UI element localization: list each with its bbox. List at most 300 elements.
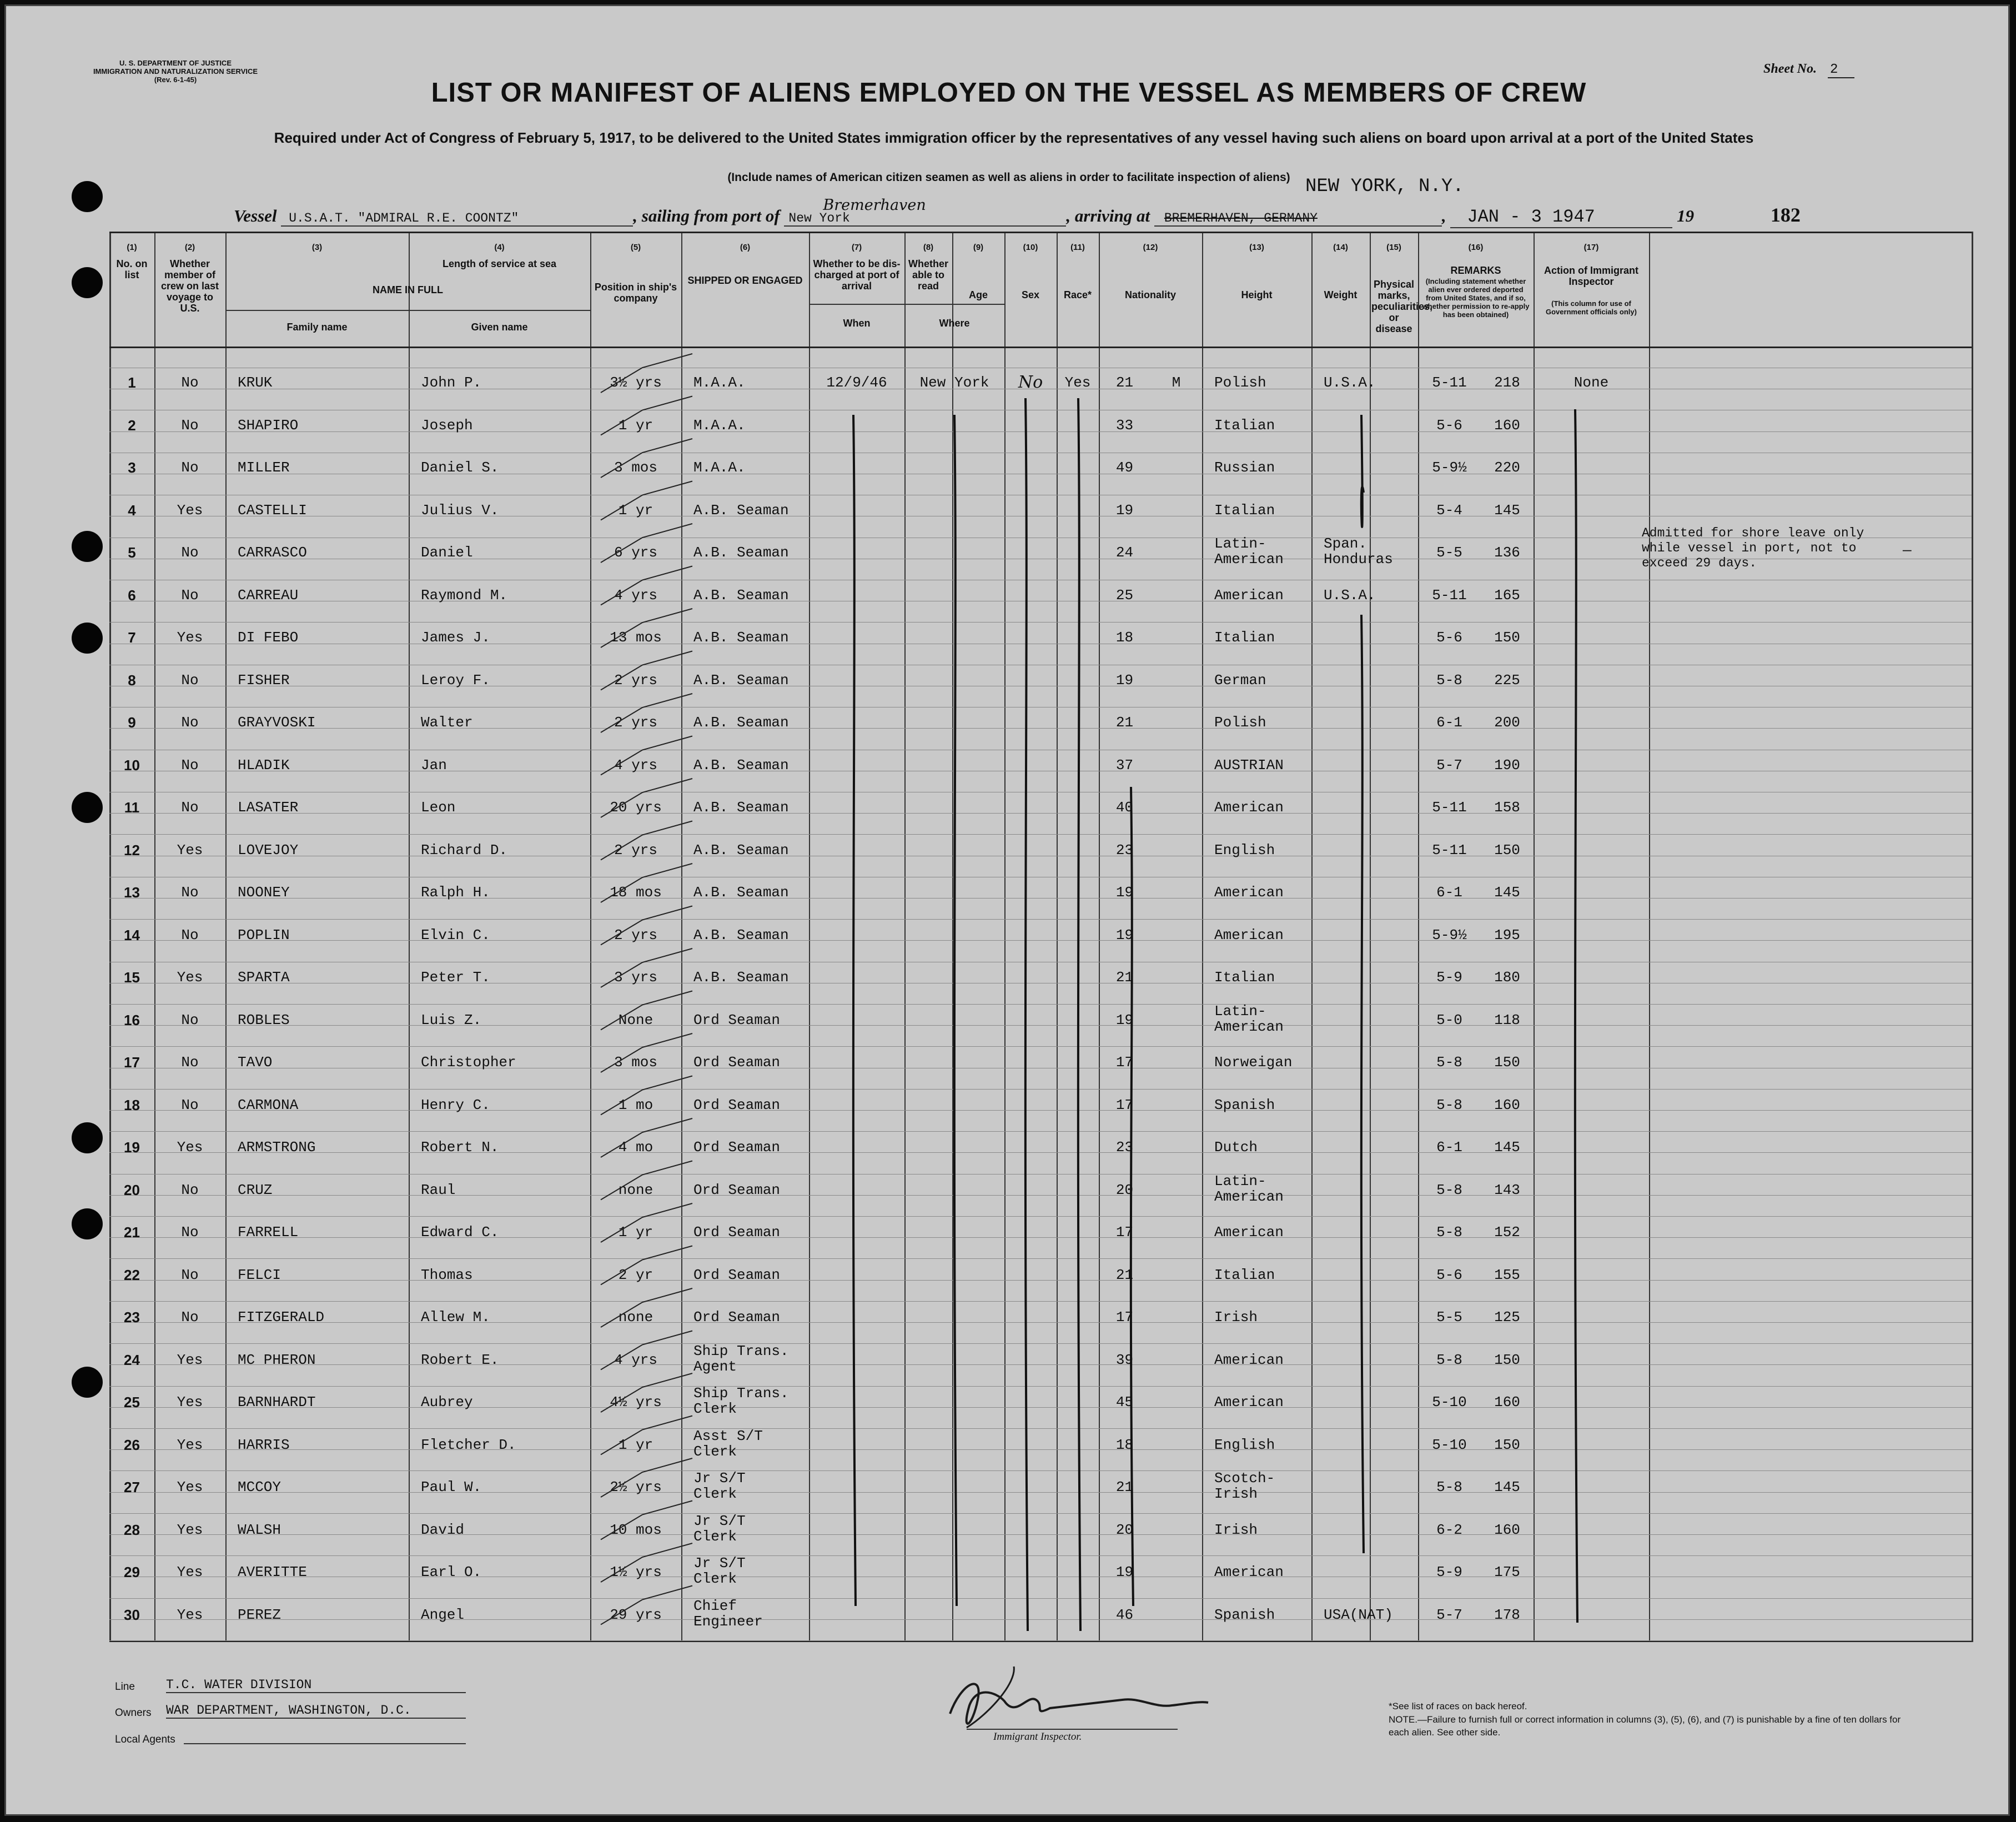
cell-age: 19 [1115, 671, 1134, 689]
cell-family: AVERITTE [238, 1564, 307, 1580]
cell-position: Jr S/T Clerk [693, 1470, 746, 1502]
cell-age: 19 [1115, 1011, 1134, 1028]
punch-hole [72, 623, 103, 654]
cell-no: 14 [124, 926, 140, 943]
column-number: (8) [923, 243, 934, 252]
cell-height: 5-4 [1436, 501, 1462, 519]
cell-race: English [1214, 841, 1275, 859]
cell-service: 1 yr [618, 501, 653, 519]
cell-race: Irish [1214, 1521, 1258, 1538]
arriving-label: , arriving at [1066, 206, 1150, 225]
cell-prev: Yes [177, 629, 203, 646]
cell-service: 2 yrs [614, 926, 657, 943]
cell-given: Allew M. [421, 1309, 490, 1326]
cell-race: Scotch- Irish [1214, 1470, 1275, 1502]
column-number: (1) [127, 243, 137, 252]
cell-prev: Yes [177, 501, 203, 519]
column-subheader: When [843, 318, 871, 329]
cell-service: 1 yr [618, 1436, 653, 1453]
column-number: (10) [1023, 243, 1038, 252]
arrival-date: JAN - 3 1947 [1450, 207, 1672, 228]
cell-family: POPLIN [238, 926, 290, 943]
cell-height: 5-5 [1436, 1309, 1462, 1326]
cell-age: 21 [1115, 1479, 1134, 1495]
cell-height: 5-9½ [1432, 926, 1467, 943]
cell-given: Aubrey [421, 1394, 473, 1411]
cell-service: 4 yrs [614, 1351, 657, 1368]
cell-family: CARRASCO [238, 544, 307, 561]
cell-race: Italian [1214, 629, 1275, 646]
cell-weight: 150 [1494, 629, 1520, 646]
cell-race: AUSTRIAN [1214, 756, 1284, 774]
cell-weight: 150 [1494, 1351, 1520, 1368]
cell-given: Elvin C. [421, 926, 490, 943]
cell-race: Italian [1214, 416, 1275, 434]
cell-discharged: No [1018, 373, 1043, 392]
cell-prev: No [181, 1054, 199, 1071]
cell-position: Ord Seaman [693, 1181, 781, 1198]
punch-hole [72, 1208, 103, 1239]
cell-family: ROBLES [238, 1011, 290, 1028]
cell-when: 12/9/46 [826, 374, 887, 391]
cell-no: 18 [124, 1096, 140, 1113]
local-agents-label: Local Agents [115, 1734, 175, 1745]
cell-weight: 145 [1494, 884, 1520, 901]
cell-age: 17 [1115, 1096, 1134, 1113]
cell-no: 12 [124, 841, 140, 859]
cell-no: 30 [124, 1606, 140, 1623]
cell-service: 4 mo [618, 1139, 653, 1156]
ditto-marks [109, 232, 1972, 1642]
cell-family: BARNHARDT [238, 1394, 316, 1411]
cell-prev: No [181, 884, 199, 901]
cell-service: none [618, 1181, 653, 1198]
page-number: 182 [1770, 204, 1801, 226]
cell-weight: 160 [1494, 1096, 1520, 1113]
cell-age: 19 [1115, 926, 1134, 943]
cell-height: 5-8 [1436, 671, 1462, 689]
cell-family: PEREZ [238, 1606, 281, 1623]
cell-service: 2½ yrs [610, 1479, 662, 1495]
cell-prev: No [181, 374, 199, 391]
cell-family: MILLER [238, 459, 290, 476]
line-label: Line [115, 1681, 135, 1693]
cell-weight: 200 [1494, 714, 1520, 731]
cell-age: 24 [1115, 544, 1134, 561]
cell-prev: No [181, 671, 199, 689]
column-number: (14) [1333, 243, 1348, 252]
sheet-number-label: Sheet No. [1763, 62, 1817, 76]
cell-position: A.B. Seaman [693, 714, 789, 731]
cell-no: 17 [124, 1054, 140, 1071]
cell-given: Edward C. [421, 1224, 499, 1241]
cell-marks: None [1573, 374, 1609, 391]
include-note: (Include names of American citizen seamen as well as aliens in order to facilitate inspection of aliens) [727, 171, 1290, 184]
crew-table [109, 232, 1972, 1642]
cell-no: 29 [124, 1564, 140, 1580]
cell-family: FELCI [238, 1266, 281, 1283]
column-subnote: (Including statement whether alien ever ordered deported from United States, and if so, whether permission to re-apply has been obtained) [1422, 277, 1530, 319]
page-title: LIST OR MANIFEST OF ALIENS EMPLOYED ON THE VESSEL AS MEMBERS OF CREW [431, 78, 1587, 108]
cell-age: 19 [1115, 501, 1134, 519]
punch-hole [72, 1122, 103, 1153]
column-subnote: (This column for use of Government officials only) [1546, 299, 1637, 316]
cell-prev: No [181, 1011, 199, 1028]
cell-weight: 152 [1494, 1224, 1520, 1241]
cell-age: 21 [1115, 374, 1134, 391]
column-header: Length of service at sea [442, 258, 557, 269]
cell-no: 4 [128, 501, 136, 519]
sailing-port [784, 197, 1066, 227]
cell-no: 8 [128, 671, 136, 689]
column-header: Physical marks, peculiarities, or disease [1371, 279, 1433, 334]
cell-nationality: Span. Honduras [1324, 535, 1393, 568]
cell-height: 5-9 [1436, 1564, 1462, 1580]
cell-race: Spanish [1214, 1606, 1275, 1623]
cell-prev: Yes [177, 1436, 203, 1453]
cell-given: Angel [421, 1606, 465, 1623]
department-line: (Rev. 6-1-45) [154, 76, 197, 84]
column-header: REMARKS [1450, 265, 1501, 276]
cell-read: Yes [1064, 374, 1091, 391]
cell-no: 19 [124, 1139, 140, 1156]
cell-prev: Yes [177, 1479, 203, 1495]
column-header: Position in ship's company [594, 282, 677, 304]
cell-age: 37 [1115, 756, 1134, 774]
cell-weight: 150 [1494, 841, 1520, 859]
cell-weight: 136 [1494, 544, 1520, 561]
cell-age: 20 [1115, 1181, 1134, 1198]
cell-age: 20 [1115, 1521, 1134, 1538]
cell-position: A.B. Seaman [693, 586, 789, 604]
cell-prev: No [181, 1096, 199, 1113]
cell-no: 20 [124, 1181, 140, 1198]
cell-family: FARRELL [238, 1224, 299, 1241]
cell-prev: Yes [177, 1351, 203, 1368]
cell-weight: 158 [1494, 799, 1520, 816]
cell-height: 5-5 [1436, 544, 1462, 561]
sailing-port-typed: New York [788, 211, 850, 225]
cell-given: Julius V. [421, 501, 499, 519]
cell-height: 5-8 [1436, 1181, 1462, 1198]
cell-age: 39 [1115, 1351, 1134, 1368]
cell-prev: No [181, 1266, 199, 1283]
cell-no: 26 [124, 1436, 140, 1453]
cell-position: Ord Seaman [693, 1309, 781, 1326]
cell-weight: 175 [1494, 1564, 1520, 1580]
column-header: Action of Immigrant Inspector [1544, 265, 1638, 287]
cell-prev: No [181, 544, 199, 561]
cell-weight: 125 [1494, 1309, 1520, 1326]
cell-height: 5-0 [1436, 1011, 1462, 1028]
cell-prev: Yes [177, 969, 203, 986]
cell-where: New York [919, 374, 989, 391]
cell-service: 1 yr [618, 416, 653, 434]
cell-given: Daniel [421, 544, 473, 561]
cell-given: Leon [421, 799, 456, 816]
cell-service: 2 yrs [614, 714, 657, 731]
cell-race: American [1214, 1394, 1284, 1411]
cell-given: Christopher [421, 1054, 516, 1071]
cell-position: Asst S/T Clerk [693, 1427, 763, 1460]
cell-service: 1½ yrs [610, 1564, 662, 1580]
punch-hole [72, 267, 103, 298]
vessel-name: U.S.A.T. "ADMIRAL R.E. COONTZ" [281, 211, 633, 227]
column-number: (5) [630, 243, 641, 252]
department-line: IMMIGRATION AND NATURALIZATION SERVICE [93, 67, 258, 76]
cell-age: 21 [1115, 1266, 1134, 1283]
cell-no: 3 [128, 459, 136, 476]
cell-sex: M [1172, 374, 1181, 391]
cell-weight: 180 [1494, 969, 1520, 986]
cell-race: Latin- American [1214, 535, 1284, 568]
cell-service: 4 yrs [614, 756, 657, 774]
cell-family: DI FEBO [238, 629, 299, 646]
cell-height: 5-11 [1432, 374, 1467, 391]
column-header: Race* [1063, 289, 1092, 300]
cell-no: 23 [124, 1309, 140, 1326]
cell-prev: No [181, 1224, 199, 1241]
cell-service: 3 mos [614, 459, 657, 476]
inspector-label: Immigrant Inspector. [993, 1731, 1082, 1743]
cell-age: 23 [1115, 841, 1134, 859]
cell-family: CARREAU [238, 586, 299, 604]
cell-height: 5-6 [1436, 1266, 1462, 1283]
cell-weight: 145 [1494, 501, 1520, 519]
cell-race: American [1214, 926, 1284, 943]
cell-position: M.A.A. [693, 416, 746, 434]
cell-given: David [421, 1521, 465, 1538]
cell-race: American [1214, 1224, 1284, 1241]
sheet-number [1763, 62, 1854, 77]
cell-position: Ord Seaman [693, 1011, 781, 1028]
cell-race: Latin- American [1214, 1002, 1284, 1035]
cell-service: none [618, 1309, 653, 1326]
cell-position: Ship Trans. Agent [693, 1342, 789, 1375]
cell-position: Ord Seaman [693, 1139, 781, 1156]
column-number: (13) [1249, 243, 1264, 252]
column-number: (2) [184, 243, 195, 252]
cell-race: Latin- American [1214, 1172, 1284, 1205]
cell-service: 10 mos [610, 1521, 662, 1538]
column-header: Sex [1021, 289, 1040, 300]
cell-no: 13 [124, 884, 140, 901]
arriving-correction: NEW YORK, N.Y. [1305, 176, 1464, 197]
cell-no: 11 [124, 799, 140, 816]
cell-height: 5-10 [1432, 1436, 1467, 1453]
cell-prev: Yes [177, 1394, 203, 1411]
cell-no: 27 [124, 1479, 140, 1495]
cell-race: American [1214, 799, 1284, 816]
cell-age: 23 [1115, 1139, 1134, 1156]
cell-given: Daniel S. [421, 459, 499, 476]
cell-no: 28 [124, 1521, 140, 1538]
cell-service: None [618, 1011, 653, 1028]
manifest-sheet [4, 4, 2010, 1816]
cell-weight: 150 [1494, 1436, 1520, 1453]
cell-race: American [1214, 884, 1284, 901]
cell-race: Italian [1214, 501, 1275, 519]
column-number: (7) [851, 243, 862, 252]
cell-weight: 155 [1494, 1266, 1520, 1283]
column-number: (6) [740, 243, 751, 252]
cell-position: Ord Seaman [693, 1054, 781, 1071]
cell-race: American [1214, 1564, 1284, 1580]
cell-height: 5-11 [1432, 841, 1467, 859]
races-note: *See list of races on back hereof. [1389, 1701, 1527, 1711]
cell-weight: 118 [1494, 1011, 1520, 1028]
column-header: Age [968, 289, 988, 300]
cell-no: 24 [124, 1351, 140, 1368]
column-header: Whether member of crew on last voyage to U.S. [160, 258, 219, 314]
cell-given: Robert N. [421, 1139, 499, 1156]
cell-height: 5-8 [1436, 1224, 1462, 1241]
sailing-label: , sailing from port of [633, 206, 780, 225]
cell-weight: 145 [1494, 1139, 1520, 1156]
cell-service: 3½ yrs [610, 374, 662, 391]
punch-hole [72, 792, 103, 823]
cell-no: 5 [128, 544, 136, 561]
cell-weight: 195 [1494, 926, 1520, 943]
cell-service: 4½ yrs [610, 1394, 662, 1411]
cell-service: 2 yrs [614, 841, 657, 859]
cell-race: Polish [1214, 714, 1266, 731]
cell-family: WALSH [238, 1521, 281, 1538]
cell-given: Robert E. [421, 1351, 499, 1368]
cell-family: ARMSTRONG [238, 1139, 316, 1156]
cell-family: HARRIS [238, 1436, 290, 1453]
cell-age: 25 [1115, 586, 1134, 604]
column-header: Nationality [1124, 289, 1176, 300]
cell-height: 5-7 [1436, 1606, 1462, 1623]
column-subheader: Family name [286, 322, 348, 333]
cell-no: 6 [128, 586, 136, 604]
cell-age: 17 [1115, 1224, 1134, 1241]
cell-family: NOONEY [238, 884, 290, 901]
cell-service: 2 yr [618, 1266, 653, 1283]
cell-position: A.B. Seaman [693, 671, 789, 689]
cell-age: 21 [1115, 714, 1134, 731]
column-subheader: Given name [471, 322, 528, 333]
cell-race: American [1214, 1351, 1284, 1368]
cell-family: SPARTA [238, 969, 290, 986]
cell-weight: 165 [1494, 586, 1520, 604]
cell-no: 21 [124, 1224, 140, 1241]
cell-height: 5-8 [1436, 1054, 1462, 1071]
cell-height: 5-8 [1436, 1479, 1462, 1495]
cell-given: Jan [421, 756, 447, 774]
cell-given: Fletcher D. [421, 1436, 516, 1453]
cell-family: LASATER [238, 799, 299, 816]
cell-service: 4 yrs [614, 586, 657, 604]
cell-given: Leroy F. [421, 671, 490, 689]
owners-value: WAR DEPARTMENT, WASHINGTON, D.C. [166, 1703, 466, 1719]
cell-prev: No [181, 1181, 199, 1198]
page-subtitle: Required under Act of Congress of February 5, 1917, to be delivered to the United States immigration officer by the representatives of any vessel having such aliens on board upon arrival at a port of the United States [274, 129, 1754, 146]
cell-race: Polish [1214, 374, 1266, 391]
cell-height: 5-6 [1436, 416, 1462, 434]
cell-no: 9 [128, 714, 136, 731]
cell-service: 18 mos [610, 884, 662, 901]
cell-height: 5-8 [1436, 1096, 1462, 1113]
cell-position: Ord Seaman [693, 1266, 781, 1283]
line-value: T.C. WATER DIVISION [166, 1678, 466, 1693]
column-subheader: Where [939, 318, 970, 329]
cell-family: CASTELLI [238, 501, 307, 519]
cell-position: A.B. Seaman [693, 884, 789, 901]
cell-position: A.B. Seaman [693, 926, 789, 943]
vessel-line: Vessel U.S.A.T. "ADMIRAL R.E. COONTZ" , sailing from port of New York Bremerhaven , arriving at BREMERHAVEN, GERMANY , JAN - 3 1947 19 182 [234, 197, 1801, 227]
cell-height: 5-7 [1436, 756, 1462, 774]
cell-service: 1 mo [618, 1096, 653, 1113]
cell-given: Luis Z. [421, 1011, 482, 1028]
cell-weight: 225 [1494, 671, 1520, 689]
cell-age: 19 [1115, 884, 1134, 901]
cell-no: 25 [124, 1394, 140, 1411]
cell-family: TAVO [238, 1054, 273, 1071]
cell-position: A.B. Seaman [693, 501, 789, 519]
cell-position: Jr S/T Clerk [693, 1512, 746, 1545]
cell-family: GRAYVOSKI [238, 714, 316, 731]
column-number: (9) [973, 243, 984, 252]
cell-no: 1 [128, 374, 136, 391]
cell-position: A.B. Seaman [693, 756, 789, 774]
cell-family: SHAPIRO [238, 416, 299, 434]
cell-position: A.B. Seaman [693, 969, 789, 986]
column-header: Whether to be dis-charged at port of arrival [813, 258, 901, 292]
cell-given: Peter T. [421, 969, 490, 986]
column-number: (4) [494, 243, 505, 252]
cell-service: 2 yrs [614, 671, 657, 689]
cell-nationality: U.S.A. [1324, 374, 1376, 391]
cell-height: 5-9½ [1432, 459, 1467, 476]
column-header: Height [1241, 289, 1273, 300]
penalty-note: NOTE.—Failure to furnish full or correct information in columns (3), (5), (6), and (7) is punishable by a fine of ten dollars for each alien. See other side. [1389, 1714, 1901, 1738]
column-number: (16) [1468, 243, 1484, 252]
cell-position: A.B. Seaman [693, 841, 789, 859]
cell-prev: No [181, 926, 199, 943]
cell-given: Henry C. [421, 1096, 490, 1113]
cell-weight: 190 [1494, 756, 1520, 774]
cell-prev: Yes [177, 1521, 203, 1538]
department-line: U. S. DEPARTMENT OF JUSTICE [119, 59, 232, 67]
cell-nationality: USA(NAT) [1324, 1606, 1393, 1623]
cell-given: Joseph [421, 416, 473, 434]
cell-race: American [1214, 586, 1284, 604]
cell-height: 6-1 [1436, 884, 1462, 901]
cell-prev: Yes [177, 1564, 203, 1580]
cell-prev: No [181, 799, 199, 816]
cell-nationality: U.S.A. [1324, 586, 1376, 604]
cell-family: LOVEJOY [238, 841, 299, 859]
cell-position: A.B. Seaman [693, 799, 789, 816]
cell-given: Walter [421, 714, 473, 731]
cell-height: 5-11 [1432, 799, 1467, 816]
cell-prev: No [181, 586, 199, 604]
cell-age: 17 [1115, 1309, 1134, 1326]
vessel-label: Vessel [234, 206, 277, 225]
cell-age: 21 [1115, 969, 1134, 986]
column-header: SHIPPED OR ENGAGED [687, 275, 803, 286]
cell-given: Raul [421, 1181, 456, 1198]
cell-age: 17 [1115, 1054, 1134, 1071]
sailing-port-handwritten: Bremerhaven [823, 197, 926, 214]
cell-height: 6-1 [1436, 714, 1462, 731]
cell-weight: 160 [1494, 1521, 1520, 1538]
cell-service: 13 mos [610, 629, 662, 646]
punch-hole [72, 181, 103, 212]
cell-race: Dutch [1214, 1139, 1258, 1156]
